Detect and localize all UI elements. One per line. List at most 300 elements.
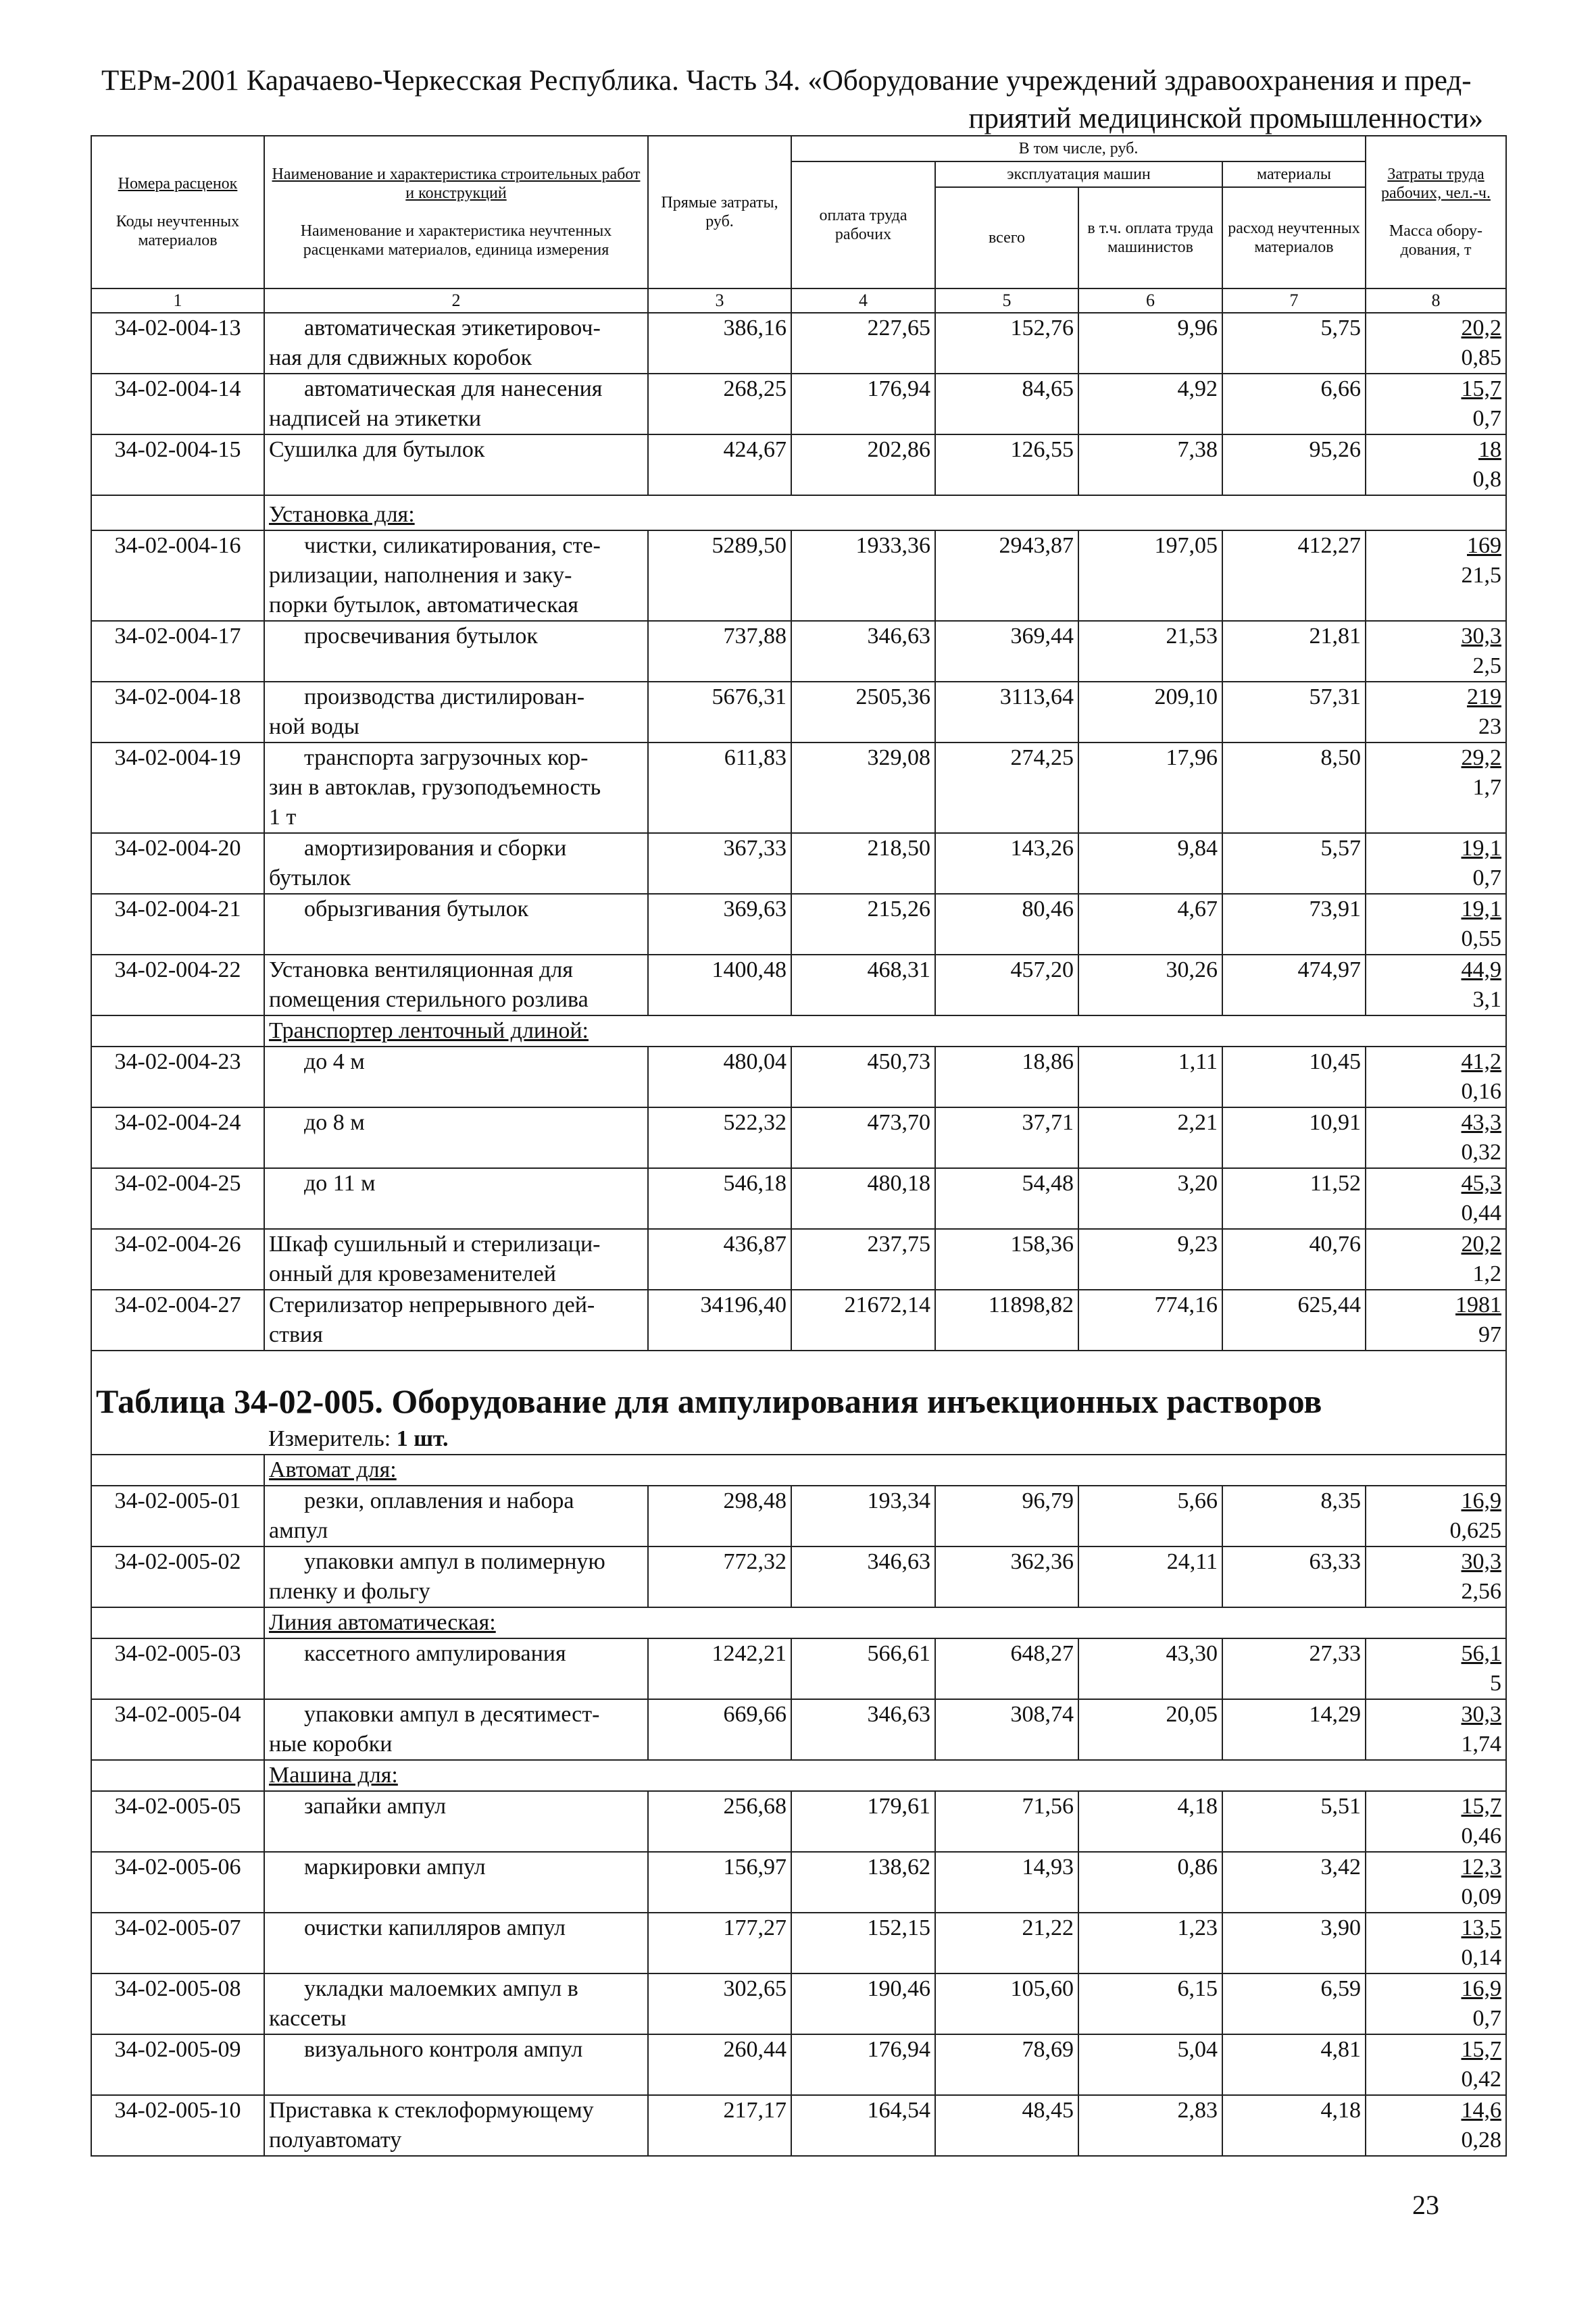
rate-name xyxy=(264,2095,648,2156)
labor-mass xyxy=(1366,434,1506,495)
operator-pay: 1,23 xyxy=(1078,1913,1222,1973)
materials: 8,35 xyxy=(1222,1486,1366,1546)
operator-pay: 1,11 xyxy=(1078,1047,1222,1107)
operator-pay: 209,10 xyxy=(1078,682,1222,743)
direct-costs: 177,27 xyxy=(648,1913,791,1973)
col-header-4: оплата труда рабочих xyxy=(791,161,935,288)
labor-mass xyxy=(1366,1107,1506,1168)
name-line: онный для кровезаменителей xyxy=(269,1261,556,1286)
direct-costs: 1400,48 xyxy=(648,955,791,1015)
operator-pay: 6,15 xyxy=(1078,1973,1222,2034)
labor-value: 45,3 xyxy=(1461,1171,1501,1196)
labor-value: 169 xyxy=(1467,533,1501,558)
group-title: Автомат для: xyxy=(264,1455,1506,1486)
worker-pay: 21672,14 xyxy=(791,1290,935,1351)
measure-row xyxy=(91,1424,1506,1455)
rate-code: 34-02-005-02 xyxy=(91,1546,264,1607)
worker-pay: 480,18 xyxy=(791,1168,935,1229)
machine-total: 18,86 xyxy=(935,1047,1078,1107)
operator-pay: 2,83 xyxy=(1078,2095,1222,2156)
name-line: транспорта загрузочных кор- xyxy=(304,745,589,770)
machine-total: 48,45 xyxy=(935,2095,1078,2156)
direct-costs: 737,88 xyxy=(648,621,791,682)
operator-pay: 4,18 xyxy=(1078,1791,1222,1852)
labor-value: 14,6 xyxy=(1461,2098,1501,2123)
direct-costs: 268,25 xyxy=(648,374,791,434)
rate-code: 34-02-004-27 xyxy=(91,1290,264,1351)
measure xyxy=(264,1424,1506,1455)
rate-name xyxy=(264,1047,648,1107)
name-line: кассеты xyxy=(269,2006,347,2031)
rate-code: 34-02-005-07 xyxy=(91,1913,264,1973)
col-header-6: в т.ч. оплата труда машинистов xyxy=(1078,187,1222,288)
operator-pay: 24,11 xyxy=(1078,1546,1222,1607)
direct-costs: 298,48 xyxy=(648,1486,791,1546)
direct-costs: 34196,40 xyxy=(648,1290,791,1351)
materials: 57,31 xyxy=(1222,682,1366,743)
worker-pay: 468,31 xyxy=(791,955,935,1015)
materials: 3,42 xyxy=(1222,1852,1366,1913)
operator-pay: 20,05 xyxy=(1078,1699,1222,1760)
labor-value: 30,3 xyxy=(1461,1549,1501,1574)
table-title-row xyxy=(91,1351,1506,1424)
labor-value: 20,2 xyxy=(1461,316,1501,341)
table-row xyxy=(91,1638,1506,1699)
mass-value: 0,7 xyxy=(1472,406,1501,431)
worker-pay: 346,63 xyxy=(791,1699,935,1760)
machine-total: 369,44 xyxy=(935,621,1078,682)
name-line: бутылок xyxy=(269,865,351,890)
materials: 21,81 xyxy=(1222,621,1366,682)
worker-pay: 329,08 xyxy=(791,743,935,833)
mass-value: 5 xyxy=(1490,1671,1501,1696)
rate-name xyxy=(264,434,648,495)
name-line: помещения стерильного розлива xyxy=(269,987,589,1012)
worker-pay: 215,26 xyxy=(791,894,935,955)
machine-total: 2943,87 xyxy=(935,530,1078,621)
mass-value: 0,14 xyxy=(1461,1945,1501,1970)
name-line: Установка вентиляционная для xyxy=(269,957,574,982)
group-title: Установка для: xyxy=(264,495,1506,530)
direct-costs: 436,87 xyxy=(648,1229,791,1290)
labor-value: 15,7 xyxy=(1461,1794,1501,1819)
group-title: Линия автоматическая: xyxy=(264,1607,1506,1638)
col-8-bottom: Масса обору-дования, т xyxy=(1389,222,1483,259)
rate-code: 34-02-004-18 xyxy=(91,682,264,743)
name-line: амортизирования и сборки xyxy=(304,836,567,861)
group-code-empty xyxy=(91,1760,264,1791)
machine-total: 648,27 xyxy=(935,1638,1078,1699)
labor-value: 19,1 xyxy=(1461,836,1501,861)
worker-pay: 227,65 xyxy=(791,313,935,374)
table-header xyxy=(91,136,1506,313)
rate-code: 34-02-004-13 xyxy=(91,313,264,374)
operator-pay: 5,04 xyxy=(1078,2034,1222,2095)
worker-pay: 566,61 xyxy=(791,1638,935,1699)
table-row xyxy=(91,2095,1506,2156)
machine-total: 158,36 xyxy=(935,1229,1078,1290)
rate-code: 34-02-004-19 xyxy=(91,743,264,833)
group-title: Машина для: xyxy=(264,1760,1506,1791)
labor-value: 16,9 xyxy=(1461,1488,1501,1513)
name-line: ствия xyxy=(269,1322,323,1347)
labor-value: 30,3 xyxy=(1461,624,1501,649)
rate-name xyxy=(264,313,648,374)
materials: 11,52 xyxy=(1222,1168,1366,1229)
worker-pay: 450,73 xyxy=(791,1047,935,1107)
labor-value: 20,2 xyxy=(1461,1232,1501,1257)
measure-label: Измеритель: xyxy=(268,1426,391,1451)
operator-pay: 30,26 xyxy=(1078,955,1222,1015)
measure-value: 1 шт. xyxy=(396,1426,449,1451)
direct-costs: 480,04 xyxy=(648,1047,791,1107)
name-line: Сушилка для бутылок xyxy=(269,437,485,462)
table-row xyxy=(91,1168,1506,1229)
table-row xyxy=(91,1229,1506,1290)
materials: 4,81 xyxy=(1222,2034,1366,2095)
materials: 63,33 xyxy=(1222,1546,1366,1607)
labor-mass xyxy=(1366,1699,1506,1760)
col-header-2 xyxy=(264,136,648,288)
operator-pay: 3,20 xyxy=(1078,1168,1222,1229)
machine-total: 457,20 xyxy=(935,955,1078,1015)
name-line: надписей на этикетки xyxy=(269,406,482,431)
materials: 412,27 xyxy=(1222,530,1366,621)
machine-total: 21,22 xyxy=(935,1913,1078,1973)
name-line: автоматическая этикетировоч- xyxy=(304,316,601,341)
labor-mass xyxy=(1366,1546,1506,1607)
rate-name xyxy=(264,833,648,894)
header-line-1: ТЕРм-2001 Карачаево-Черкесская Республика. Часть 34. «Оборудование учреждений здравоохранения и пред- xyxy=(101,65,1472,97)
rate-code: 34-02-005-06 xyxy=(91,1852,264,1913)
table-row xyxy=(91,955,1506,1015)
name-line: ной воды xyxy=(269,714,359,739)
name-line: просвечивания бутылок xyxy=(304,624,538,649)
col-header-8 xyxy=(1366,136,1506,288)
col-1-bottom: Коды неучтенных материалов xyxy=(116,213,240,249)
mass-value: 0,28 xyxy=(1461,2128,1501,2153)
labor-value: 1981 xyxy=(1455,1292,1501,1317)
name-line: резки, оплавления и набора xyxy=(304,1488,574,1513)
name-line: чистки, силикатирования, сте- xyxy=(304,533,601,558)
name-line: Приставка к стеклоформующему xyxy=(269,2098,594,2123)
name-line: автоматическая для нанесения xyxy=(304,376,603,401)
name-line: порки бутылок, автоматическая xyxy=(269,593,579,618)
table-row xyxy=(91,313,1506,374)
direct-costs: 546,18 xyxy=(648,1168,791,1229)
col-group-materials: материалы xyxy=(1222,161,1366,187)
name-line: очистки капилляров ампул xyxy=(304,1915,566,1940)
worker-pay: 1933,36 xyxy=(791,530,935,621)
operator-pay: 43,30 xyxy=(1078,1638,1222,1699)
direct-costs: 424,67 xyxy=(648,434,791,495)
group-title: Транспортер ленточный длиной: xyxy=(264,1015,1506,1047)
machine-total: 84,65 xyxy=(935,374,1078,434)
table-row xyxy=(91,1047,1506,1107)
table-row xyxy=(91,833,1506,894)
rate-code: 34-02-004-21 xyxy=(91,894,264,955)
name-line: укладки малоемких ампул в xyxy=(304,1976,578,2001)
materials: 6,59 xyxy=(1222,1973,1366,2034)
mass-value: 0,8 xyxy=(1472,467,1501,492)
col-number: 4 xyxy=(791,288,935,313)
worker-pay: 152,15 xyxy=(791,1913,935,1973)
worker-pay: 202,86 xyxy=(791,434,935,495)
mass-value: 0,09 xyxy=(1461,1884,1501,1909)
direct-costs: 669,66 xyxy=(648,1699,791,1760)
name-line: зин в автоклав, грузоподъемность xyxy=(269,775,601,800)
direct-costs: 302,65 xyxy=(648,1973,791,2034)
rate-code: 34-02-004-17 xyxy=(91,621,264,682)
table-row xyxy=(91,1852,1506,1913)
labor-mass xyxy=(1366,894,1506,955)
rates-table xyxy=(91,135,1507,2157)
machine-total: 362,36 xyxy=(935,1546,1078,1607)
rate-name xyxy=(264,1791,648,1852)
labor-mass xyxy=(1366,621,1506,682)
table-row xyxy=(91,2034,1506,2095)
table-row xyxy=(91,1913,1506,1973)
name-line: ампул xyxy=(269,1518,328,1543)
labor-mass xyxy=(1366,1290,1506,1351)
worker-pay: 164,54 xyxy=(791,2095,935,2156)
direct-costs: 260,44 xyxy=(648,2034,791,2095)
materials: 27,33 xyxy=(1222,1638,1366,1699)
mass-value: 1,2 xyxy=(1472,1261,1501,1286)
materials: 5,75 xyxy=(1222,313,1366,374)
mass-value: 3,1 xyxy=(1472,987,1501,1012)
labor-mass xyxy=(1366,1486,1506,1546)
operator-pay: 21,53 xyxy=(1078,621,1222,682)
operator-pay: 7,38 xyxy=(1078,434,1222,495)
rate-code: 34-02-005-05 xyxy=(91,1791,264,1852)
name-line: пленку и фольгу xyxy=(269,1579,430,1604)
col-group-machines: эксплуатация машин xyxy=(935,161,1222,187)
rate-name xyxy=(264,1546,648,1607)
labor-mass xyxy=(1366,1913,1506,1973)
worker-pay: 176,94 xyxy=(791,374,935,434)
col-header-1 xyxy=(91,136,264,288)
group-code-empty xyxy=(91,1455,264,1486)
rate-code: 34-02-005-10 xyxy=(91,2095,264,2156)
worker-pay: 138,62 xyxy=(791,1852,935,1913)
rate-code: 34-02-005-08 xyxy=(91,1973,264,2034)
table-row xyxy=(91,1107,1506,1168)
machine-total: 126,55 xyxy=(935,434,1078,495)
direct-costs: 522,32 xyxy=(648,1107,791,1168)
table-row xyxy=(91,894,1506,955)
worker-pay: 346,63 xyxy=(791,621,935,682)
operator-pay: 9,84 xyxy=(1078,833,1222,894)
mass-value: 1,74 xyxy=(1461,1732,1501,1757)
name-line: производства дистилирован- xyxy=(304,684,585,709)
group-code-empty xyxy=(91,1607,264,1638)
rate-name xyxy=(264,374,648,434)
machine-total: 11898,82 xyxy=(935,1290,1078,1351)
table-row xyxy=(91,621,1506,682)
rate-code: 34-02-004-14 xyxy=(91,374,264,434)
direct-costs: 386,16 xyxy=(648,313,791,374)
operator-pay: 774,16 xyxy=(1078,1290,1222,1351)
group-row xyxy=(91,1455,1506,1486)
worker-pay: 218,50 xyxy=(791,833,935,894)
materials: 10,91 xyxy=(1222,1107,1366,1168)
name-line: до 11 м xyxy=(304,1171,376,1196)
labor-value: 18 xyxy=(1478,437,1501,462)
operator-pay: 197,05 xyxy=(1078,530,1222,621)
mass-value: 0,32 xyxy=(1461,1140,1501,1165)
labor-mass xyxy=(1366,374,1506,434)
direct-costs: 772,32 xyxy=(648,1546,791,1607)
mass-value: 0,625 xyxy=(1449,1518,1501,1543)
col-number: 3 xyxy=(648,288,791,313)
rate-code: 34-02-005-03 xyxy=(91,1638,264,1699)
col-header-5: всего xyxy=(935,187,1078,288)
col-2-top: Наименование и характеристика строительных работ и конструкций xyxy=(272,166,641,202)
name-line: до 4 м xyxy=(304,1049,365,1074)
labor-mass xyxy=(1366,2095,1506,2156)
materials: 8,50 xyxy=(1222,743,1366,833)
operator-pay: 5,66 xyxy=(1078,1486,1222,1546)
col-2-bottom: Наименование и характеристика неучтенных расценками материалов, единица измерения xyxy=(300,222,612,259)
rate-name xyxy=(264,1852,648,1913)
machine-total: 3113,64 xyxy=(935,682,1078,743)
name-line: Стерилизатор непрерывного дей- xyxy=(269,1292,595,1317)
rate-code: 34-02-004-20 xyxy=(91,833,264,894)
name-line: запайки ампул xyxy=(304,1794,447,1819)
mass-value: 0,7 xyxy=(1472,2006,1501,2031)
labor-value: 43,3 xyxy=(1461,1110,1501,1135)
mass-value: 2,56 xyxy=(1461,1579,1501,1604)
materials: 73,91 xyxy=(1222,894,1366,955)
name-line: кассетного ампулирования xyxy=(304,1641,566,1666)
labor-value: 41,2 xyxy=(1461,1049,1501,1074)
table-row xyxy=(91,434,1506,495)
labor-mass xyxy=(1366,2034,1506,2095)
operator-pay: 4,92 xyxy=(1078,374,1222,434)
rate-code: 34-02-004-16 xyxy=(91,530,264,621)
worker-pay: 2505,36 xyxy=(791,682,935,743)
operator-pay: 4,67 xyxy=(1078,894,1222,955)
labor-mass xyxy=(1366,1638,1506,1699)
header-line-2: приятий медицинской промышленности» xyxy=(968,103,1483,134)
materials: 625,44 xyxy=(1222,1290,1366,1351)
rate-code: 34-02-004-24 xyxy=(91,1107,264,1168)
rate-name xyxy=(264,1699,648,1760)
name-line: ная для сдвижных коробок xyxy=(269,345,532,370)
group-row xyxy=(91,1760,1506,1791)
table-row xyxy=(91,1290,1506,1351)
table-title: Таблица 34-02-005. Оборудование для ампулирования инъекционных растворов xyxy=(91,1351,1506,1424)
direct-costs: 5289,50 xyxy=(648,530,791,621)
rate-name xyxy=(264,1913,648,1973)
operator-pay: 9,96 xyxy=(1078,313,1222,374)
rate-name xyxy=(264,621,648,682)
name-line: визуального контроля ампул xyxy=(304,2037,583,2062)
materials: 6,66 xyxy=(1222,374,1366,434)
rate-name xyxy=(264,1290,648,1351)
labor-mass xyxy=(1366,682,1506,743)
materials: 10,45 xyxy=(1222,1047,1366,1107)
labor-mass xyxy=(1366,313,1506,374)
labor-mass xyxy=(1366,530,1506,621)
machine-total: 152,76 xyxy=(935,313,1078,374)
mass-value: 0,42 xyxy=(1461,2067,1501,2092)
direct-costs: 217,17 xyxy=(648,2095,791,2156)
machine-total: 96,79 xyxy=(935,1486,1078,1546)
group-row xyxy=(91,1015,1506,1047)
machine-total: 78,69 xyxy=(935,2034,1078,2095)
rate-code: 34-02-004-25 xyxy=(91,1168,264,1229)
direct-costs: 5676,31 xyxy=(648,682,791,743)
machine-total: 143,26 xyxy=(935,833,1078,894)
table-row xyxy=(91,1486,1506,1546)
name-line: упаковки ампул в полимерную xyxy=(304,1549,605,1574)
col-8-top: Затраты труда рабочих, чел.-ч. xyxy=(1381,166,1491,202)
materials: 5,57 xyxy=(1222,833,1366,894)
group-code-empty xyxy=(91,495,264,530)
labor-value: 44,9 xyxy=(1461,957,1501,982)
rate-code: 34-02-005-09 xyxy=(91,2034,264,2095)
worker-pay: 237,75 xyxy=(791,1229,935,1290)
machine-total: 80,46 xyxy=(935,894,1078,955)
rate-code: 34-02-005-01 xyxy=(91,1486,264,1546)
page-header xyxy=(101,62,1483,138)
materials: 4,18 xyxy=(1222,2095,1366,2156)
rate-code: 34-02-004-23 xyxy=(91,1047,264,1107)
labor-mass xyxy=(1366,955,1506,1015)
rate-name xyxy=(264,1107,648,1168)
rate-name xyxy=(264,1168,648,1229)
materials: 474,97 xyxy=(1222,955,1366,1015)
operator-pay: 17,96 xyxy=(1078,743,1222,833)
column-numbers xyxy=(91,288,1506,313)
labor-mass xyxy=(1366,1791,1506,1852)
labor-mass xyxy=(1366,1852,1506,1913)
rate-name xyxy=(264,955,648,1015)
table-row xyxy=(91,1791,1506,1852)
rate-code: 34-02-004-15 xyxy=(91,434,264,495)
mass-value: 0,44 xyxy=(1461,1201,1501,1226)
direct-costs: 367,33 xyxy=(648,833,791,894)
name-line: маркировки ампул xyxy=(304,1855,486,1880)
col-number: 8 xyxy=(1366,288,1506,313)
table-row xyxy=(91,1546,1506,1607)
direct-costs: 1242,21 xyxy=(648,1638,791,1699)
name-line: 1 т xyxy=(269,805,297,830)
rate-name xyxy=(264,2034,648,2095)
name-line: обрызгивания бутылок xyxy=(304,897,529,922)
table-row xyxy=(91,530,1506,621)
group-code-empty xyxy=(91,1015,264,1047)
labor-mass xyxy=(1366,1168,1506,1229)
name-line: до 8 м xyxy=(304,1110,365,1135)
rate-code: 34-02-004-22 xyxy=(91,955,264,1015)
labor-mass xyxy=(1366,1047,1506,1107)
measure-empty xyxy=(91,1424,264,1455)
name-line: упаковки ампул в десятимест- xyxy=(304,1702,600,1727)
materials: 14,29 xyxy=(1222,1699,1366,1760)
rate-name xyxy=(264,682,648,743)
worker-pay: 346,63 xyxy=(791,1546,935,1607)
mass-value: 0,7 xyxy=(1472,865,1501,890)
mass-value: 0,46 xyxy=(1461,1823,1501,1848)
table-row xyxy=(91,682,1506,743)
col-number: 5 xyxy=(935,288,1078,313)
mass-value: 2,5 xyxy=(1472,653,1501,678)
mass-value: 21,5 xyxy=(1461,563,1501,588)
rate-name xyxy=(264,1229,648,1290)
